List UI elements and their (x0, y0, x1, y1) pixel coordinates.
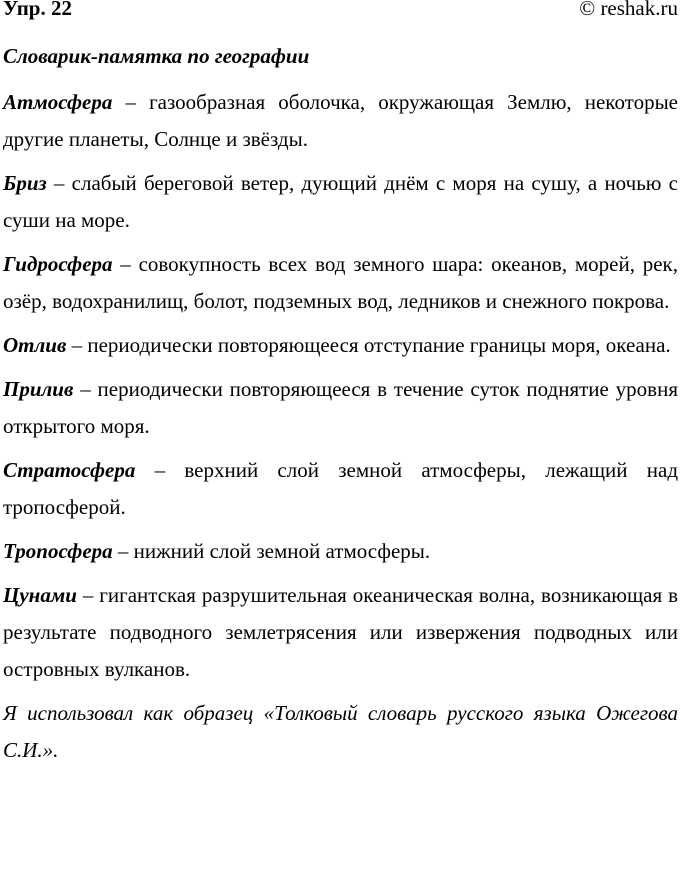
entry-separator: – (66, 333, 88, 357)
entry-definition: периодически повторяющееся в течение суток поднятие уровня открытого моря. (3, 377, 678, 438)
entry-term: Гидросфера (3, 252, 113, 276)
entry-separator: – (112, 90, 150, 114)
document-body (3, 40, 678, 769)
entry-definition: верхний слой земной атмосферы, лежащий над тропосферой. (3, 458, 678, 519)
entry-term: Тропосфера (3, 539, 113, 563)
entry-term: Атмосфера (3, 90, 113, 114)
entry-separator: – (135, 458, 185, 482)
entry-separator: – (73, 377, 98, 401)
entry-definition: совокупность всех вод земного шара: океанов, морей, рек, озёр, водохранилищ, болот, подземных вод, ледников и снежного покрова. (3, 252, 678, 313)
entry-definition: нижний слой земной атмосферы. (133, 539, 431, 563)
entry-term: Прилив (3, 377, 74, 401)
exercise-number: Упр. 22 (3, 0, 72, 20)
entry-separator: – (76, 583, 100, 607)
source-watermark: © reshak.ru (579, 0, 678, 20)
glossary-entry (3, 84, 678, 158)
entry-definition: периодически повторяющееся отступание границы моря, океана. (87, 333, 671, 357)
glossary-entry (3, 577, 678, 688)
glossary-entry (3, 371, 678, 445)
entry-separator: – (112, 539, 134, 563)
entry-term: Стратосфера (3, 458, 136, 482)
document-title: Словарик-памятка по географии (3, 44, 310, 68)
glossary-entry (3, 246, 678, 320)
entry-definition: слабый береговой ветер, дующий днём с моря на сушу, а ночью с суши на море. (3, 171, 678, 232)
entry-separator: – (46, 171, 72, 195)
glossary-entry (3, 533, 678, 570)
source-note: Я использовал как образец «Толковый словарь русского языка Ожегова С.И.». (3, 701, 678, 762)
glossary-entry (3, 452, 678, 526)
entry-term: Бриз (3, 171, 47, 195)
entry-separator: – (112, 252, 139, 276)
entry-definition: газообразная оболочка, окружающая Землю, некоторые другие планеты, Солнце и звёзды. (3, 90, 678, 151)
entry-term: Цунами (3, 583, 77, 607)
entry-term: Отлив (3, 333, 67, 357)
glossary-entry (3, 327, 678, 364)
entry-definition: гигантская разрушительная океаническая волна, возникающая в результате подводного землетрясения или извержения подводных или островных вулканов. (3, 583, 678, 681)
header (3, 0, 678, 20)
glossary-entry (3, 165, 678, 239)
